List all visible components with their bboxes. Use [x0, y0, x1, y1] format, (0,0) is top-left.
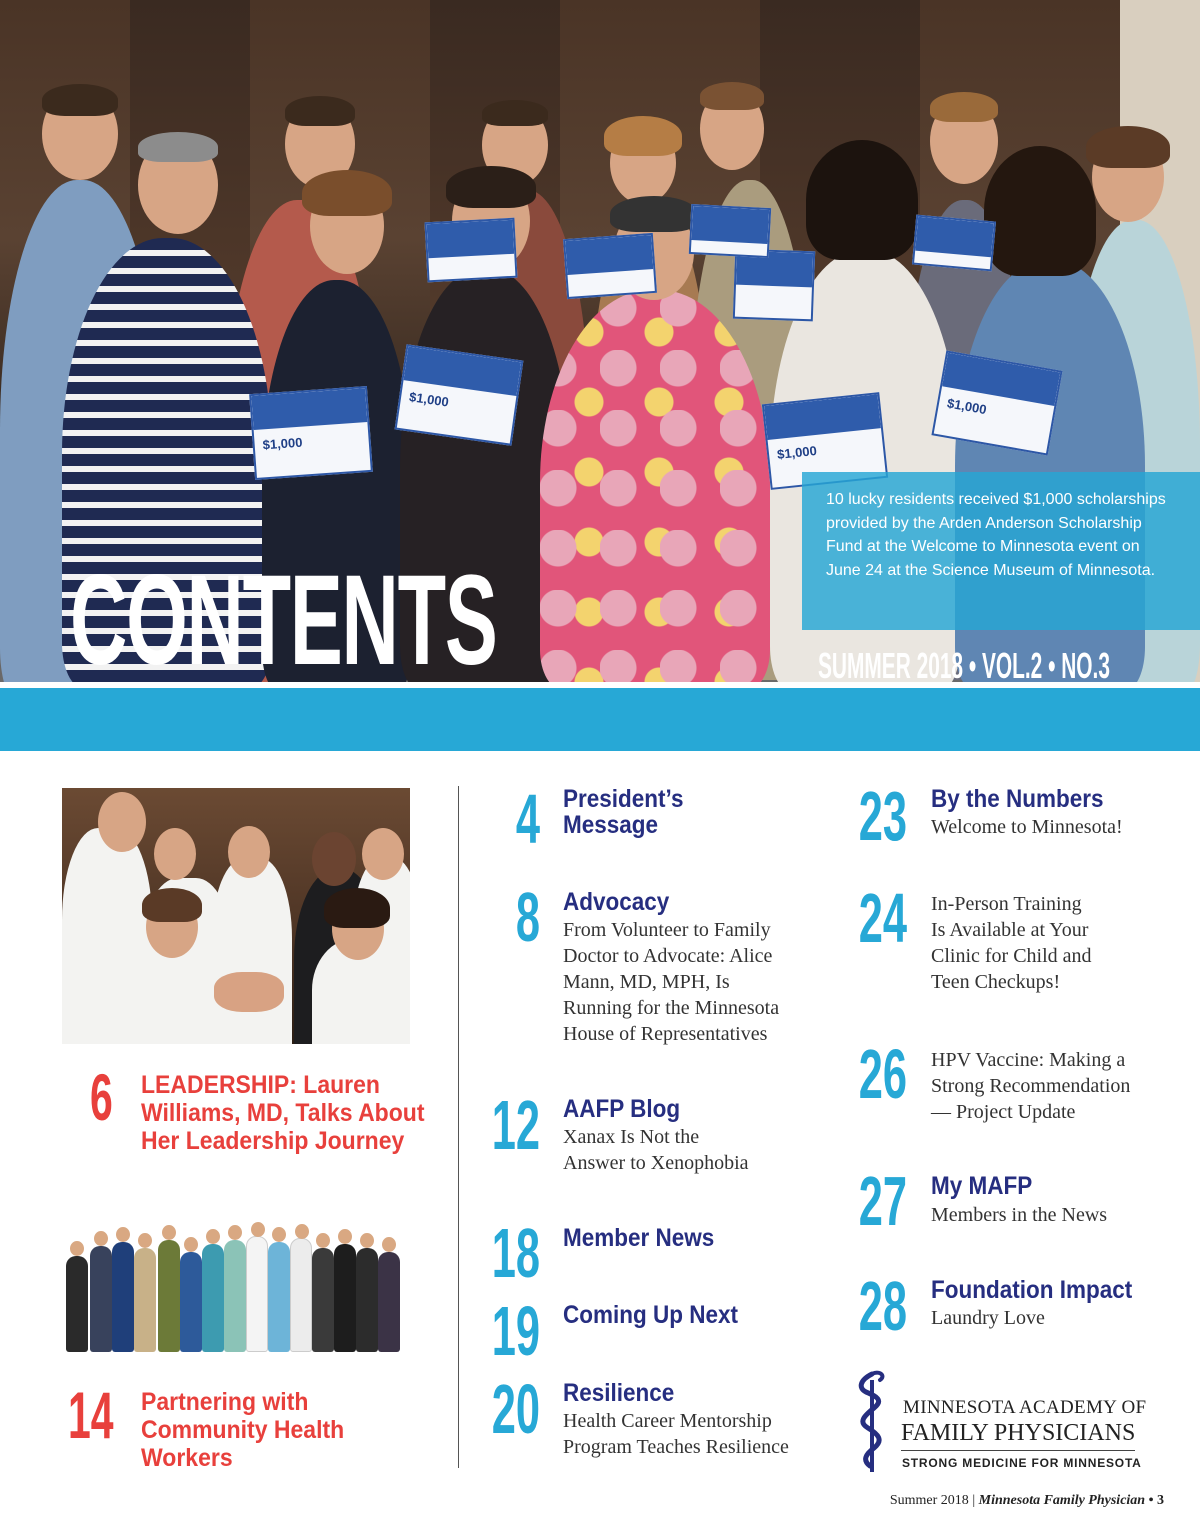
- issue-info: SUMMER 2018 • VOL.2 • NO.3: [818, 645, 1110, 682]
- toc-desc-by-the-numbers: Welcome to Minnesota!: [931, 816, 1123, 838]
- toc-title-coming-up-next[interactable]: Coming Up Next: [563, 1301, 739, 1329]
- toc-number-4: 4: [515, 780, 540, 858]
- toc-desc-line: Answer to Xenophobia: [563, 1152, 749, 1174]
- feature-title-line: Williams, MD, Talks About: [141, 1099, 425, 1127]
- toc-desc-aafp-blog: [563, 1124, 749, 1176]
- footer-separator: |: [972, 1493, 976, 1508]
- toc-number-23: 23: [858, 777, 907, 855]
- contents-title: CONTENTS: [70, 549, 497, 682]
- feature-title-leadership[interactable]: [141, 1071, 425, 1155]
- toc-desc-line: Teen Checkups!: [931, 971, 1061, 993]
- page-number: 3: [1157, 1493, 1164, 1508]
- toc-number-18: 18: [491, 1214, 540, 1292]
- feature-title-line: Community Health: [141, 1416, 345, 1444]
- blue-band: [0, 688, 1200, 751]
- photo-caption: 10 lucky residents received $1,000 scholarships provided by the Arden Anderson Scholarship Fund at the Welcome to Minnesota event on June 24 at the Science Museum of Minnesota.: [826, 491, 1166, 579]
- toc-desc-line: Clinic for Child and: [931, 945, 1092, 967]
- toc-desc-line: HPV Vaccine: Making a: [931, 1049, 1126, 1071]
- toc-desc-line: Health Career Mentorship: [563, 1410, 772, 1432]
- toc-number-27: 27: [858, 1162, 907, 1240]
- toc-desc-line: Mann, MD, MPH, Is: [563, 971, 730, 993]
- toc-title-advocacy[interactable]: Advocacy: [563, 888, 670, 916]
- toc-desc-line: In-Person Training: [931, 893, 1082, 915]
- toc-desc-line: Running for the Minnesota: [563, 997, 780, 1019]
- toc-desc-resilience: [563, 1408, 789, 1460]
- toc-desc-advocacy: [563, 917, 779, 1047]
- toc-desc-line: From Volunteer to Family: [563, 919, 771, 941]
- toc-title-presidents-message[interactable]: [563, 786, 683, 838]
- toc-title-by-the-numbers[interactable]: By the Numbers: [931, 785, 1104, 813]
- toc-desc-line: House of Representatives: [563, 1023, 768, 1045]
- toc-desc-line: — Project Update: [931, 1101, 1076, 1123]
- column-divider: [458, 786, 459, 1468]
- toc-desc-foundation-impact: Laundry Love: [931, 1307, 1045, 1329]
- leadership-photo: [62, 788, 410, 1044]
- page-footer: [890, 1492, 1164, 1510]
- healthcare-workers-photo: [62, 1196, 410, 1354]
- feature-title-line: Partnering with: [141, 1388, 309, 1416]
- feature-title-line: Workers: [141, 1444, 233, 1472]
- logo-line-2: FAMILY PHYSICIANS: [901, 1420, 1136, 1446]
- footer-bullet: •: [1148, 1493, 1154, 1508]
- toc-title-resilience[interactable]: Resilience: [563, 1379, 675, 1407]
- feature-title-line: LEADERSHIP: Lauren: [141, 1071, 380, 1099]
- logo-rule: [901, 1450, 1135, 1451]
- toc-number-12: 12: [491, 1086, 540, 1164]
- hero-photo: $1,000 $1,000 $1,000 $1,000 10 lucky residents received $1,000 scholarships provided by the Arden Anderson Scholarship Fund at the Welcome to Minnesota event on June 24 at the Science Museum of Minnesota. CONTENTS SUMMER 2018 • VOL.2 • NO.3: [0, 0, 1200, 682]
- toc-desc-line: Strong Recommendation: [931, 1075, 1131, 1097]
- feature-number-6: 6: [90, 1060, 113, 1134]
- footer-season: Summer 2018: [889, 1493, 969, 1508]
- toc-number-8: 8: [515, 878, 540, 956]
- toc-desc-line: Xanax Is Not the: [563, 1126, 700, 1148]
- logo-line-1: MINNESOTA ACADEMY OF: [903, 1397, 1147, 1418]
- toc-desc-in-person-training[interactable]: [931, 891, 1092, 995]
- logo-tagline: STRONG MEDICINE FOR MINNESOTA: [902, 1456, 1142, 1470]
- footer-publication: Minnesota Family Physician: [978, 1493, 1146, 1508]
- toc-title-my-mafp[interactable]: My MAFP: [931, 1172, 1033, 1200]
- feature-title-community-health[interactable]: [141, 1388, 344, 1472]
- toc-title-line: President’s: [563, 785, 684, 813]
- caduceus-icon: [850, 1370, 894, 1474]
- feature-number-14: 14: [68, 1378, 114, 1452]
- toc-title-foundation-impact[interactable]: Foundation Impact: [931, 1276, 1133, 1304]
- toc-desc-line: Is Available at Your: [931, 919, 1089, 941]
- toc-number-26: 26: [858, 1035, 907, 1113]
- toc-desc-hpv-vaccine[interactable]: [931, 1047, 1130, 1125]
- toc-title-aafp-blog[interactable]: AAFP Blog: [563, 1095, 681, 1123]
- toc-number-19: 19: [491, 1292, 540, 1370]
- feature-title-line: Her Leadership Journey: [141, 1127, 405, 1155]
- toc-title-member-news[interactable]: Member News: [563, 1224, 715, 1252]
- toc-desc-line: Doctor to Advocate: Alice: [563, 945, 773, 967]
- toc-desc-line: Program Teaches Resilience: [563, 1436, 789, 1458]
- toc-number-24: 24: [858, 879, 907, 957]
- toc-desc-my-mafp: Members in the News: [931, 1204, 1108, 1226]
- toc-number-28: 28: [858, 1267, 907, 1345]
- photo-caption-box: [802, 472, 1200, 630]
- toc-title-line: Message: [563, 811, 659, 839]
- toc-number-20: 20: [491, 1370, 540, 1448]
